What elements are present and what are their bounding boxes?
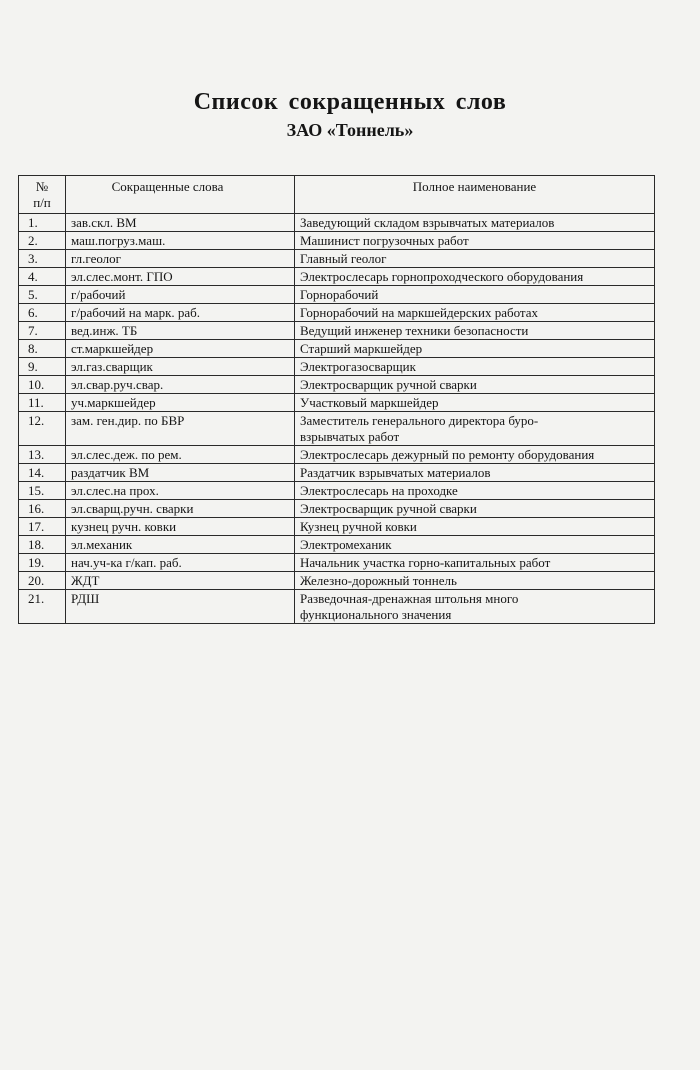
table-row: [19, 340, 655, 358]
row-number: 13.: [19, 446, 66, 464]
row-number: 17.: [19, 518, 66, 536]
full-name-cell: Участковый маркшейдер: [295, 394, 655, 412]
abbreviation-cell: кузнец ручн. ковки: [66, 518, 295, 536]
abbreviation-cell: эл.сварщ.ручн. сварки: [66, 500, 295, 518]
full-name-cell: Электромеханик: [295, 536, 655, 554]
abbreviation-cell: эл.механик: [66, 536, 295, 554]
full-name-cell: Заместитель генерального директора буро- взрывчатых работ: [295, 412, 655, 446]
full-name-cell: Ведущий инженер техники безопасности: [295, 322, 655, 340]
table-row: [19, 394, 655, 412]
full-name-cell: Раздатчик взрывчатых материалов: [295, 464, 655, 482]
table-row: [19, 358, 655, 376]
table-row: [19, 232, 655, 250]
full-name-cell: Заведующий складом взрывчатых материалов: [295, 214, 655, 232]
table-row: [19, 286, 655, 304]
full-name-cell: Разведочная-дренажная штольня много функционального значения: [295, 590, 655, 624]
abbreviation-cell: РДШ: [66, 590, 295, 624]
row-number: 19.: [19, 554, 66, 572]
row-number: 15.: [19, 482, 66, 500]
abbreviation-cell: эл.слес.на прох.: [66, 482, 295, 500]
table-row: [19, 412, 655, 446]
table-row: [19, 482, 655, 500]
row-number: 4.: [19, 268, 66, 286]
table-header-row: [19, 176, 655, 214]
abbreviations-table: [18, 175, 655, 624]
abbreviation-cell: эл.слес.деж. по рем.: [66, 446, 295, 464]
table-row: [19, 268, 655, 286]
full-name-cell: Горнорабочий: [295, 286, 655, 304]
column-header-full-name: Полное наименование: [295, 176, 655, 214]
full-name-cell: Электросварщик ручной сварки: [295, 376, 655, 394]
abbreviation-cell: зав.скл. ВМ: [66, 214, 295, 232]
table-row: [19, 376, 655, 394]
row-number: 7.: [19, 322, 66, 340]
full-name-cell: Электрослесарь на проходке: [295, 482, 655, 500]
row-number: 16.: [19, 500, 66, 518]
row-number: 20.: [19, 572, 66, 590]
row-number: 12.: [19, 412, 66, 446]
full-name-cell: Электрогазосварщик: [295, 358, 655, 376]
abbreviation-cell: г/рабочий на марк. раб.: [66, 304, 295, 322]
row-number: 14.: [19, 464, 66, 482]
abbreviation-cell: вед.инж. ТБ: [66, 322, 295, 340]
row-number: 8.: [19, 340, 66, 358]
full-name-cell: Старший маркшейдер: [295, 340, 655, 358]
table-row: [19, 500, 655, 518]
abbreviation-cell: раздатчик ВМ: [66, 464, 295, 482]
table-row: [19, 590, 655, 624]
row-number: 21.: [19, 590, 66, 624]
full-name-cell: Горнорабочий на маркшейдерских работах: [295, 304, 655, 322]
column-header-abbreviation: Сокращенные слова: [66, 176, 295, 214]
abbreviation-cell: нач.уч-ка г/кап. раб.: [66, 554, 295, 572]
row-number: 6.: [19, 304, 66, 322]
full-name-cell: Кузнец ручной ковки: [295, 518, 655, 536]
full-name-cell: Электросварщик ручной сварки: [295, 500, 655, 518]
row-number: 2.: [19, 232, 66, 250]
full-name-cell: Электрослесарь горнопроходческого оборудования: [295, 268, 655, 286]
row-number: 1.: [19, 214, 66, 232]
table-row: [19, 322, 655, 340]
abbreviation-cell: гл.геолог: [66, 250, 295, 268]
row-number: 9.: [19, 358, 66, 376]
row-number: 5.: [19, 286, 66, 304]
page-subtitle: ЗАО «Тоннель»: [286, 120, 414, 140]
abbreviation-cell: зам. ген.дир. по БВР: [66, 412, 295, 446]
table-row: [19, 464, 655, 482]
table-row: [19, 304, 655, 322]
row-number: 11.: [19, 394, 66, 412]
table-row: [19, 250, 655, 268]
abbreviation-cell: ст.маркшейдер: [66, 340, 295, 358]
abbreviation-cell: г/рабочий: [66, 286, 295, 304]
table-row: [19, 536, 655, 554]
abbreviation-cell: эл.слес.монт. ГПО: [66, 268, 295, 286]
table-row: [19, 572, 655, 590]
table-row: [19, 554, 655, 572]
row-number: 3.: [19, 250, 66, 268]
abbreviation-cell: уч.маркшейдер: [66, 394, 295, 412]
row-number: 10.: [19, 376, 66, 394]
table-row: [19, 214, 655, 232]
full-name-cell: Машинист погрузочных работ: [295, 232, 655, 250]
table-body: [19, 214, 655, 624]
abbreviation-cell: ЖДТ: [66, 572, 295, 590]
page-title: Список сокращенных слов: [193, 89, 507, 115]
full-name-cell: Железно-дорожный тоннель: [295, 572, 655, 590]
full-name-cell: Главный геолог: [295, 250, 655, 268]
table-row: [19, 446, 655, 464]
abbreviation-cell: маш.погруз.маш.: [66, 232, 295, 250]
abbreviation-cell: эл.газ.сварщик: [66, 358, 295, 376]
abbreviation-cell: эл.свар.руч.свар.: [66, 376, 295, 394]
full-name-cell: Начальник участка горно-капитальных работ: [295, 554, 655, 572]
column-header-number: № п/п: [19, 176, 66, 214]
row-number: 18.: [19, 536, 66, 554]
table-row: [19, 518, 655, 536]
full-name-cell: Электрослесарь дежурный по ремонту оборудования: [295, 446, 655, 464]
